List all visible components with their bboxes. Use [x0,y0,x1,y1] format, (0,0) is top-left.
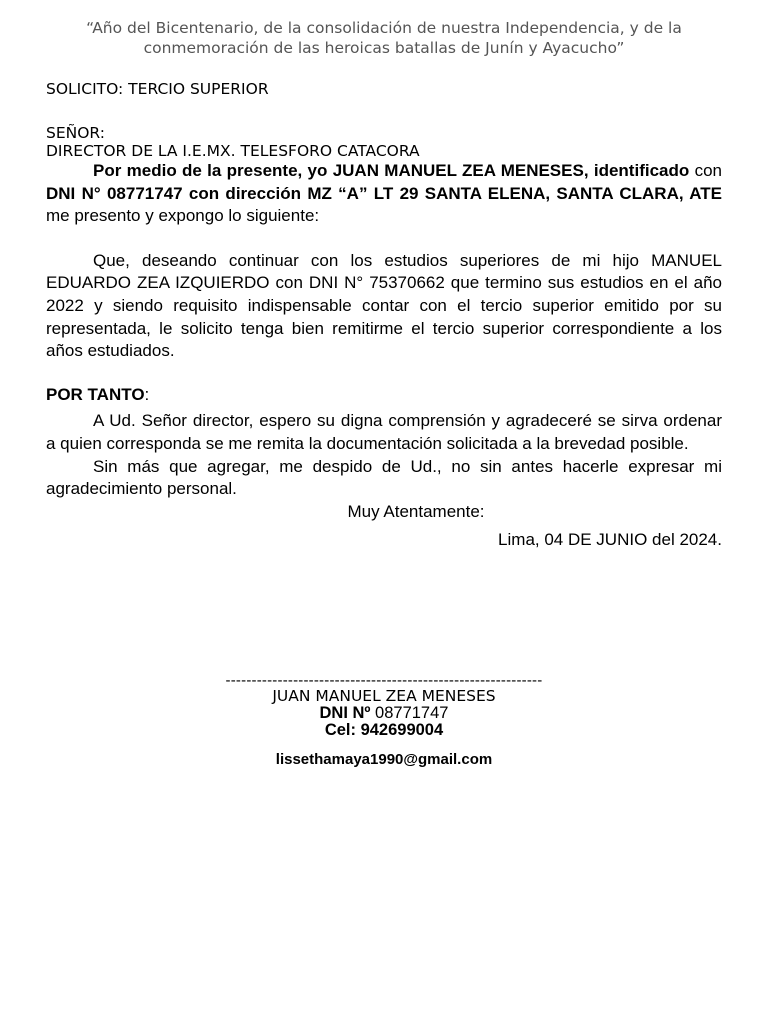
intro-bold-address: DNI N° 08771747 con dirección MZ “A” LT 29 SANTA ELENA, SANTA CLARA, ATE [46,183,722,203]
year-motto-line-2: conmemoración de las heroicas batallas de Junín y Ayacucho” [143,39,625,57]
date-line: Lima, 04 DE JUNIO del 2024. [498,529,722,549]
intro-con: con [694,161,722,180]
signer-phone: Cel: 942699004 [324,721,444,739]
year-motto-line-1: “Año del Bicentenario, de la consolidación de nuestra Independencia, y de la [86,19,682,37]
addressee-title: DIRECTOR DE LA I.E.MX. TELESFORO CATACORA [46,142,420,160]
signer-dni [0,705,768,721]
intro-tail: me presento y expongo lo siguiente: [46,206,320,226]
addressee-salutation: SEÑOR: [46,124,105,142]
por-tanto-heading [46,384,722,407]
intro-paragraph [46,160,722,228]
signature-block [0,674,768,769]
body-paragraph: Que, deseando continuar con los estudios superiores de mi hijo MANUEL EDUARDO ZEA IZQUIERDO con DNI N° 75370662 que termino sus estudios en el año 2022 y siendo requisito indispensable contar con el tercio superior emitido por su representada, le solicito tenga bien remitirme el tercio superior correspondiente a los años estudiados. [46,250,722,361]
year-motto [26,18,742,58]
signature-line: ------------------------------------------------------------- [225,672,543,689]
closing-text: Muy Atentamente: [347,501,485,521]
request-paragraph: A Ud. Señor director, espero su digna comprensión y agradeceré se sirva ordenar a quien corresponda se me remita la documentación solicitada a la brevedad posible. [46,411,722,453]
por-tanto-label: POR TANTO [46,384,145,404]
farewell-paragraph: Sin más que agregar, me despido de Ud., no sin antes hacerle expresar mi agradecimiento personal. [46,456,722,499]
signer-name: JUAN MANUEL ZEA MENESES [272,687,496,705]
subject-line: SOLICITO: TERCIO SUPERIOR [46,80,269,98]
por-tanto-colon: : [144,384,150,404]
signer-dni-value: 08771747 [370,704,449,722]
intro-bold-name: Por medio de la presente, yo JUAN MANUEL ZEA MENESES, identificado [93,161,690,180]
signer-dni-label: DNI Nº [319,704,371,722]
signer-email: lissethamaya1990@gmail.com [275,751,493,768]
letter-content [46,18,722,551]
